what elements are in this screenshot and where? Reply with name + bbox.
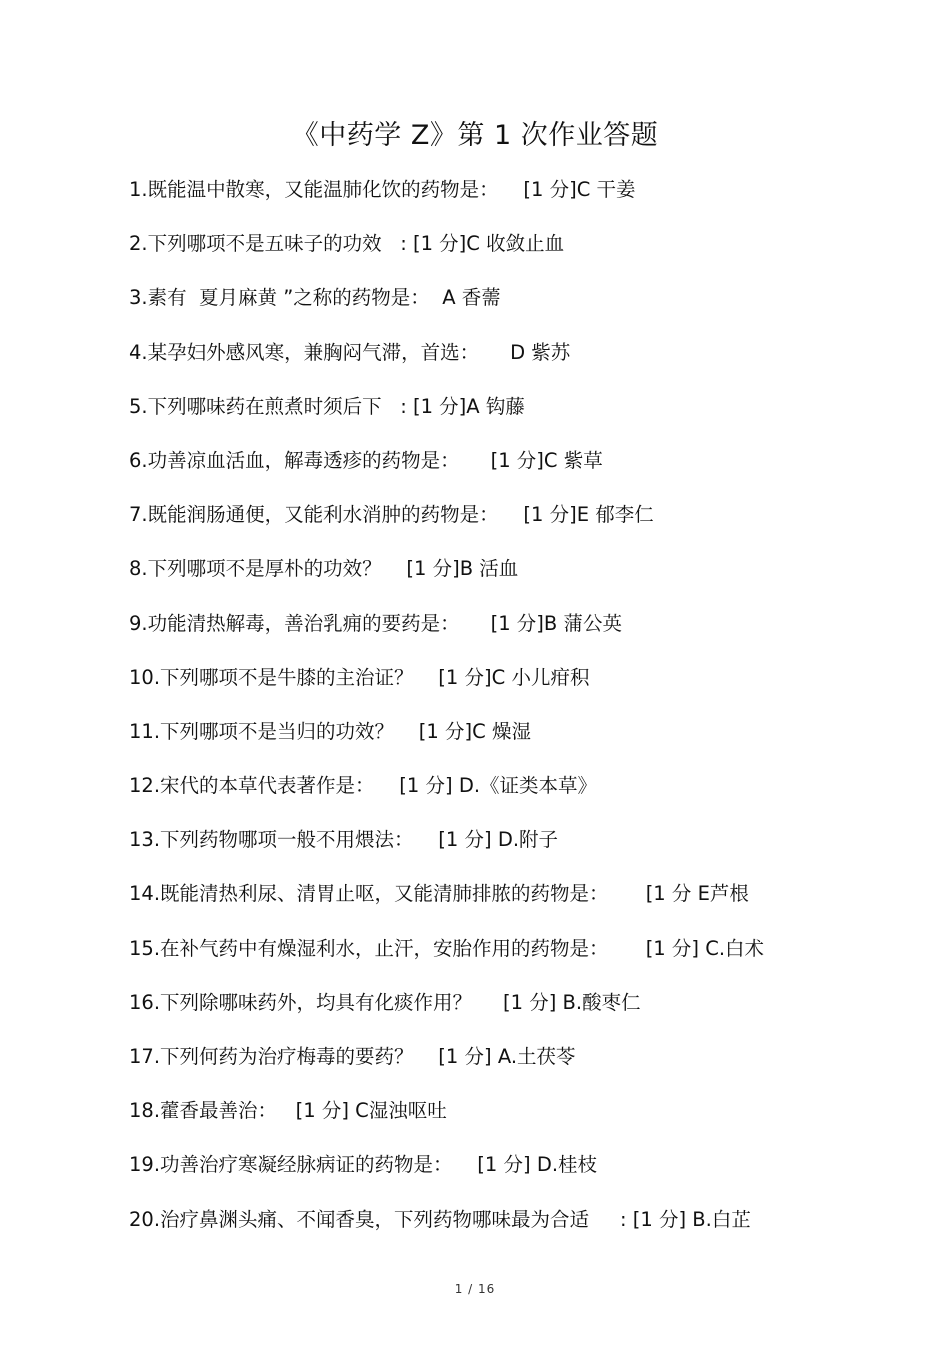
question-item-2: 2.下列哪项不是五味子的功效 : [1 分]C 收敛止血 [129,232,565,256]
question-item-20: 20.治疗鼻渊头痛、不闻香臭，下列药物哪味最为合适 : [1 分] B.白芷 [129,1207,751,1231]
question-item-17: 17.下列何药为治疗梅毒的要药？ [1 分] A.土茯苓 [129,1045,576,1068]
question-item-4: 4.某孕妇外感风寒，兼胸闷气滞，首选： D 紫苏 [129,340,571,364]
question-item-13: 13.下列药物哪项一般不用煨法： [1 分] D.附子 [129,828,559,852]
question-item-9: 9.功能清热解毒，善治乳痈的要药是： [1 分]B 蒲公英 [129,611,622,635]
question-item-10: 10.下列哪项不是牛膝的主治证？ [1 分]C 小儿疳积 [129,665,590,689]
question-item-12: 12.宋代的本草代表著作是： [1 分] D.《证类本草》 [129,774,598,798]
question-item-3: 3.素有 夏月麻黄 ”之称的药物是： A 香薷 [129,286,501,310]
question-item-11: 11.下列哪项不是当归的功效？ [1 分]C 燥湿 [129,719,531,743]
question-item-7: 7.既能润肠通便，又能利水消肿的药物是： [1 分]E 郁李仁 [129,503,654,527]
document-title: 《中药学 Z》第 1 次作业答题 [291,120,659,151]
page-number: 1 / 16 [454,1282,496,1296]
question-item-16: 16.下列除哪味药外，均具有化痰作用？ [1 分] B.酸枣仁 [129,990,641,1014]
question-item-6: 6.功善凉血活血，解毒透疹的药物是： [1 分]C 紫草 [129,448,603,472]
question-item-8: 8.下列哪项不是厚朴的功效？ [1 分]B 活血 [129,557,519,581]
question-list [129,172,889,1256]
question-item-15: 15.在补气药中有燥湿利水，止汗，安胎作用的药物是： [1 分] C.白术 [129,936,765,960]
question-item-19: 19.功善治疗寒凝经脉病证的药物是： [1 分] D.桂枝 [129,1153,598,1177]
question-item-1: 1.既能温中散寒，又能温肺化饮的药物是： [1 分]C 干姜 [129,178,636,201]
question-item-5: 5.下列哪味药在煎煮时须后下 : [1 分]A 钩藤 [129,394,525,418]
question-item-18: 18.藿香最善治： [1 分] C湿浊呕吐 [129,1099,447,1123]
question-item-14: 14.既能清热利尿、清胃止呕，又能清肺排脓的药物是： [1 分 E芦根 [129,882,749,906]
